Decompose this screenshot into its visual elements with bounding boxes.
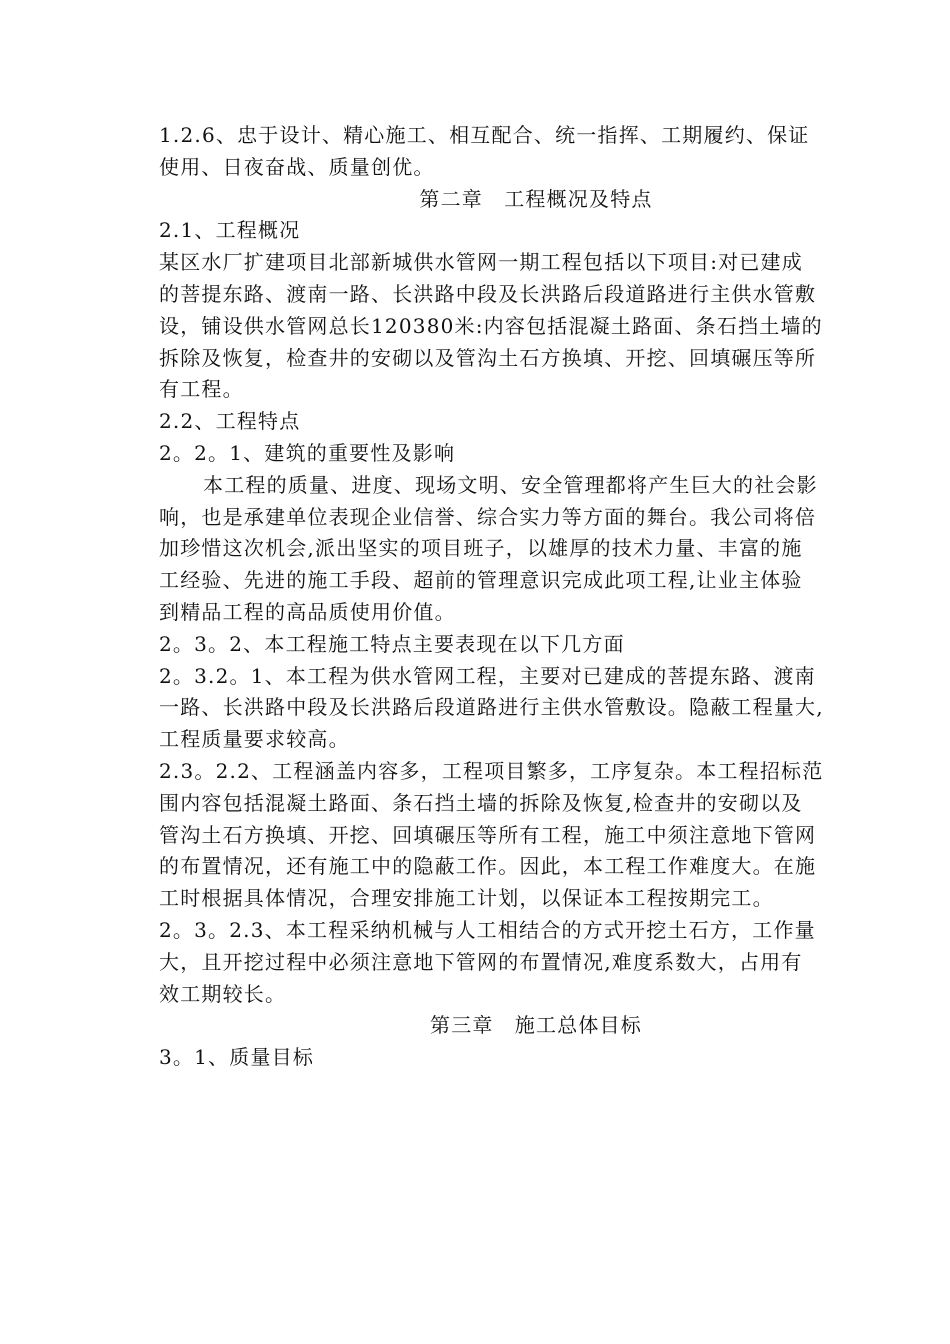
subsection-heading: 2。2。1、建筑的重要性及影响 <box>159 440 456 465</box>
subsection-heading: 2。3。2、本工程施工特点主要表现在以下几方面 <box>159 631 625 656</box>
paragraph-line: 2。3.2。1、本工程为供水管网工程，主要对已建成的菩提东路、渡南 <box>159 663 816 688</box>
paragraph-line: 大，且开挖过程中必须注意地下管网的布置情况,难度系数大，占用有 <box>159 949 803 974</box>
paragraph-line: 工程质量要求较高。 <box>159 727 350 752</box>
paragraph-line: 的菩提东路、渡南一路、长洪路中段及长洪路后段道路进行主供水管敷 <box>159 281 817 306</box>
paragraph-line: 某区水厂扩建项目北部新城供水管网一期工程包括以下项目:对已建成 <box>159 250 803 275</box>
document-page <box>159 120 861 1074</box>
paragraph-line: 一路、长洪路中段及长洪路后段道路进行主供水管敷设。隐蔽工程量大, <box>159 695 824 720</box>
paragraph-line: 2。3。2.3、本工程采纳机械与人工相结合的方式开挖土石方，工作量 <box>159 917 816 942</box>
paragraph-line: 围内容包括混凝土路面、条石挡土墙的拆除及恢复,检查井的安砌以及 <box>159 790 803 815</box>
paragraph-line: 2.3。2.2、工程涵盖内容多，工程项目繁多，工序复杂。本工程招标范 <box>159 758 824 783</box>
section-heading: 2.1、工程概况 <box>159 218 301 243</box>
paragraph-line: 1.2.6、忠于设计、精心施工、相互配合、统一指挥、工期履约、保证 <box>159 123 810 147</box>
section-heading: 3。1、质量目标 <box>159 1045 315 1070</box>
paragraph-line: 使用、日夜奋战、质量创优。 <box>159 154 435 179</box>
paragraph-line: 拆除及恢复，检查井的安砌以及管沟土石方换填、开挖、回填碾压等所 <box>159 345 817 370</box>
paragraph-line: 工经验、先进的施工手段、超前的管理意识完成此项工程,让业主体验 <box>159 568 803 593</box>
paragraph-line: 设，铺设供水管网总长120380米:内容包括混凝土路面、条石挡土墙的 <box>159 313 823 338</box>
chapter-heading: 第三章 施工总体目标 <box>430 1013 642 1038</box>
paragraph-line: 响，也是承建单位表现企业信誉、综合实力等方面的舞台。我公司将倍 <box>159 504 817 529</box>
paragraph-line: 加珍惜这次机会,派出坚实的项目班子，以雄厚的技术力量、丰富的施 <box>159 536 803 561</box>
paragraph-line: 的布置情况，还有施工中的隐蔽工作。因此，本工程工作难度大。在施 <box>159 854 817 879</box>
paragraph-line: 效工期较长。 <box>159 981 287 1006</box>
paragraph-line: 有工程。 <box>159 377 244 402</box>
paragraph-line: 工时根据具体情况，合理安排施工计划，以保证本工程按期完工。 <box>159 886 774 911</box>
paragraph-line: 到精品工程的高品质使用价值。 <box>159 599 456 624</box>
paragraph-line: 本工程的质量、进度、现场文明、安全管理都将产生巨大的社会影 <box>203 472 818 497</box>
paragraph-line: 管沟土石方换填、开挖、回填碾压等所有工程，施工中须注意地下管网 <box>159 822 817 847</box>
section-heading: 2.2、工程特点 <box>159 409 301 434</box>
chapter-heading: 第二章 工程概况及特点 <box>419 186 653 211</box>
